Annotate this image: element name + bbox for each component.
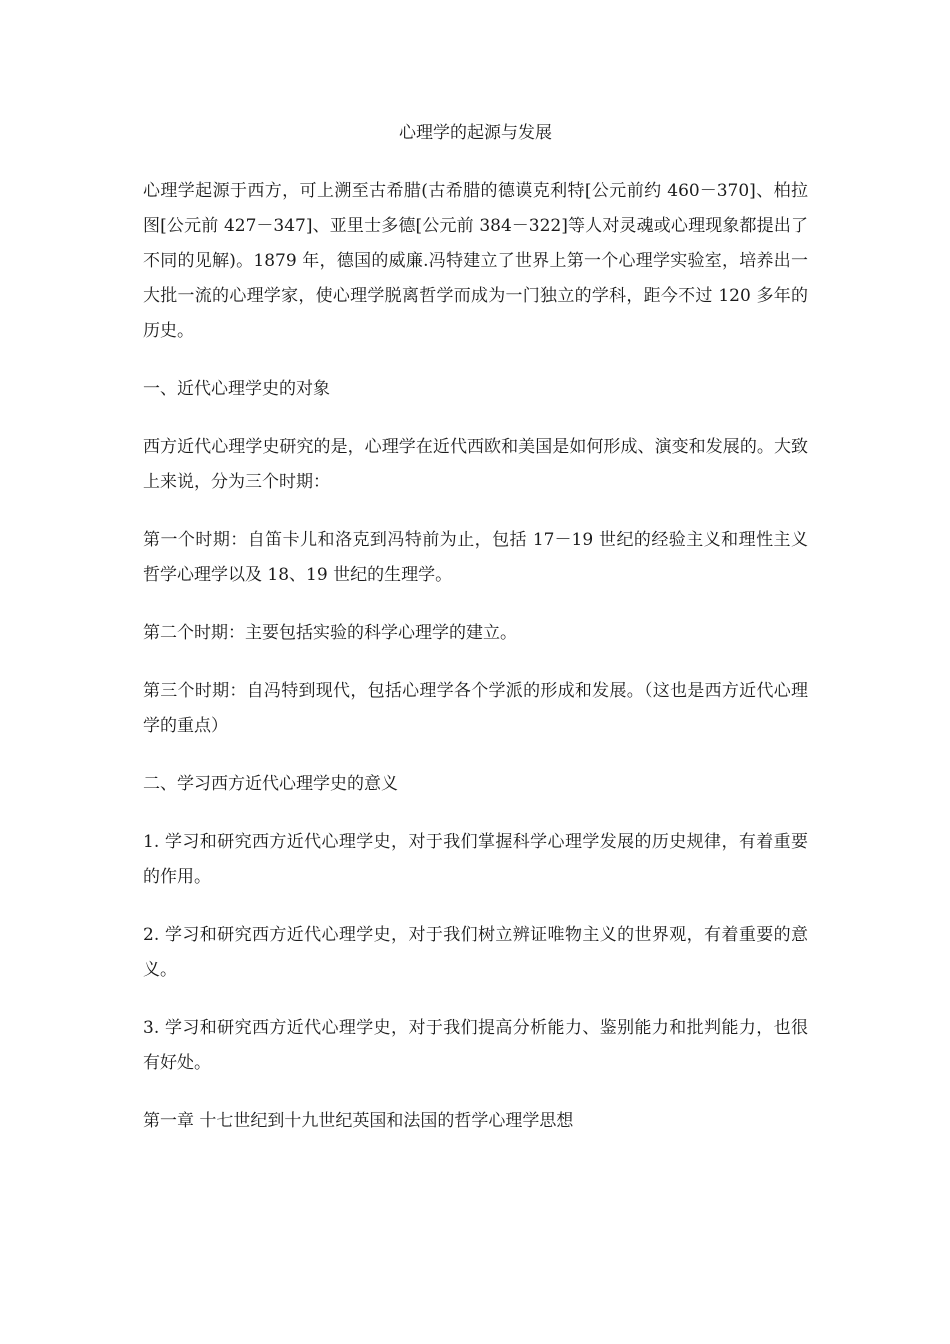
- period-two-paragraph: 第二个时期：主要包括实验的科学心理学的建立。: [143, 623, 517, 643]
- document-body: [143, 118, 808, 1162]
- section-object-paragraph: 西方近代心理学史研究的是，心理学在近代西欧和美国是如何形成、演变和发展的。大致上来说，分为三个时期：: [143, 437, 808, 492]
- period-three-paragraph: 第三个时期：自冯特到现代，包括心理学各个学派的形成和发展。（这也是西方近代心理学的重点）: [143, 681, 808, 736]
- chapter-one-heading: 第一章 十七世纪到十九世纪英国和法国的哲学心理学思想: [143, 1111, 574, 1131]
- document-title: 心理学的起源与发展: [399, 123, 552, 143]
- section-heading-object: 一、近代心理学史的对象: [143, 379, 330, 399]
- significance-item-1: 1. 学习和研究西方近代心理学史，对于我们掌握科学心理学发展的历史规律，有着重要的作用。: [143, 832, 808, 887]
- significance-item-3: 3. 学习和研究西方近代心理学史，对于我们提高分析能力、鉴别能力和批判能力，也很有好处。: [143, 1018, 808, 1073]
- significance-item-2: 2. 学习和研究西方近代心理学史，对于我们树立辨证唯物主义的世界观，有着重要的意义。: [143, 925, 808, 980]
- period-one-paragraph: 第一个时期：自笛卡儿和洛克到冯特前为止，包括 17－19 世纪的经验主义和理性主义哲学心理学以及 18、19 世纪的生理学。: [143, 530, 808, 585]
- section-heading-significance: 二、学习西方近代心理学史的意义: [143, 774, 398, 794]
- intro-paragraph: 心理学起源于西方，可上溯至古希腊(古希腊的德谟克利特[公元前约 460－370]、柏拉图[公元前 427－347]、亚里士多德[公元前 384－322]等人对灵魂或心理现象都提出了不同的见解)。1879 年，德国的威廉.冯特建立了世界上第一个心理学实验室，培养出一大批一流的心理学家，使心理学脱离哲学而成为一门独立的学科，距今不过 120 多年的历史。: [143, 181, 808, 341]
